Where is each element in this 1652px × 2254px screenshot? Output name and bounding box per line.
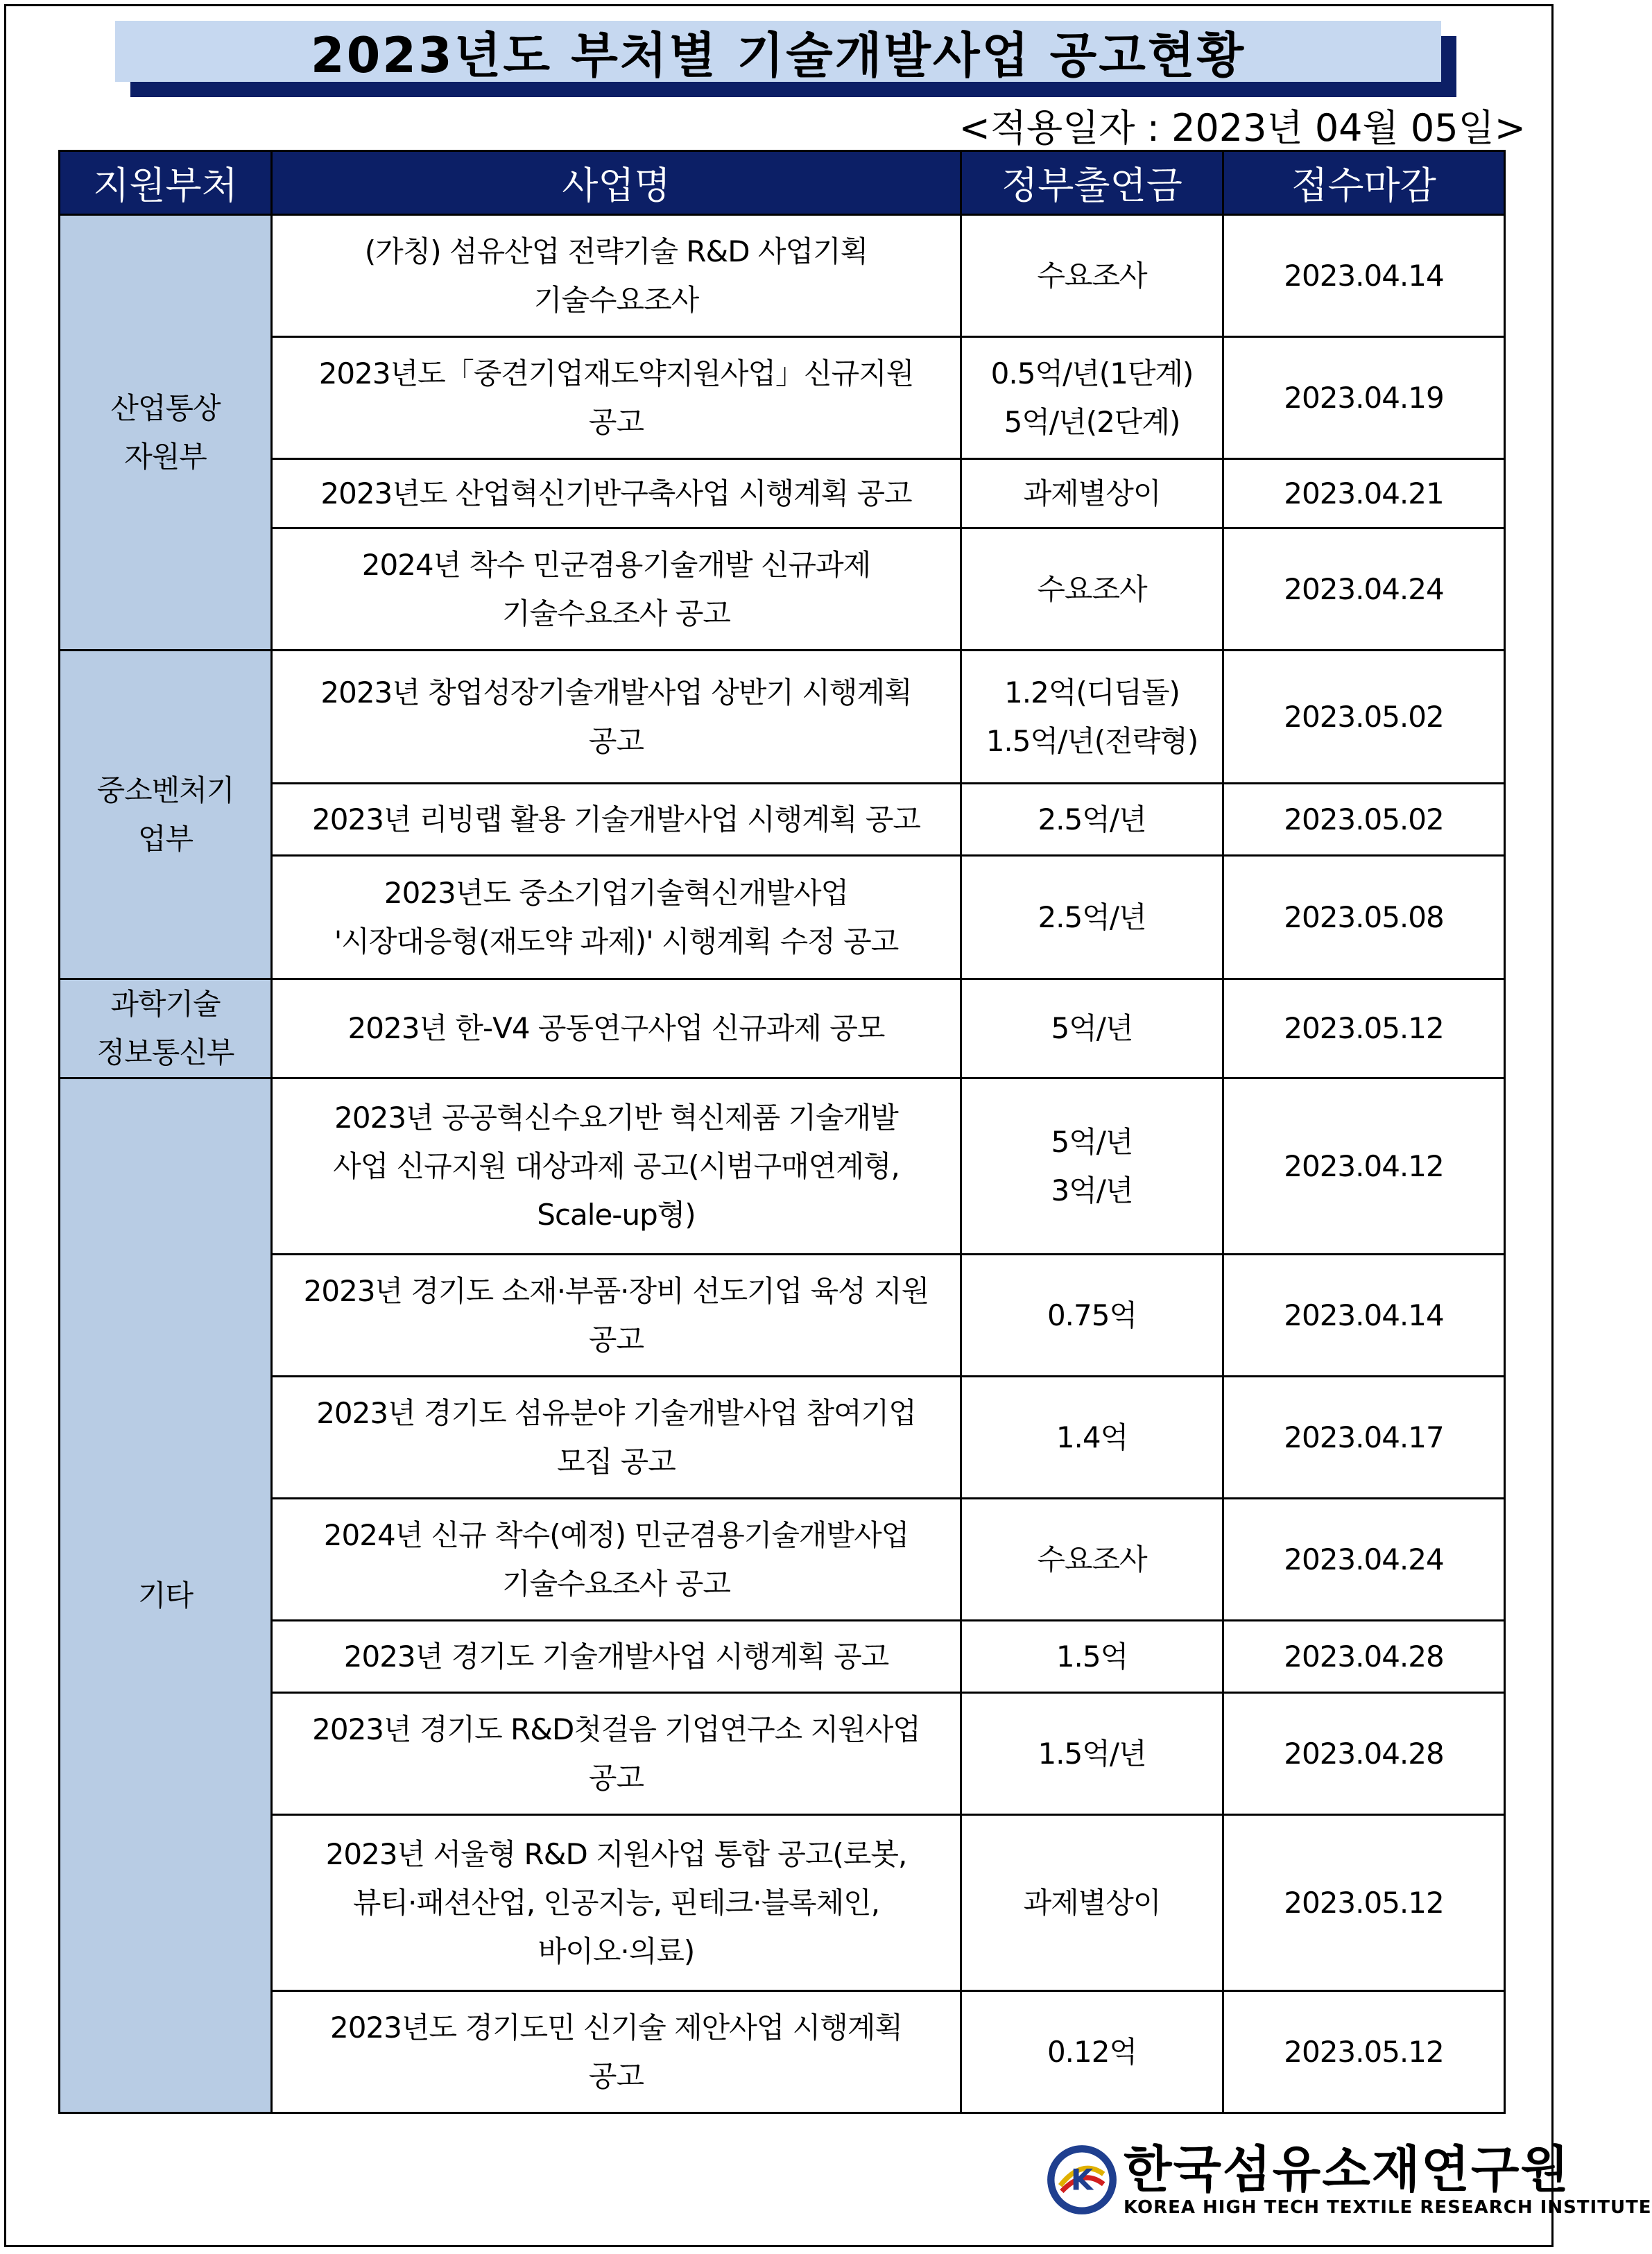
table-row xyxy=(60,1621,1505,1693)
page-title: 2023년도 부처별 기술개발사업 공고현황 xyxy=(115,21,1441,82)
deadline-cell: 2023.04.24 xyxy=(1223,1499,1505,1621)
name-cell: 2023년도「중견기업재도약지원사업」신규지원 공고 xyxy=(272,337,961,459)
fund-cell: 1.4억 xyxy=(961,1377,1223,1499)
table-header-row xyxy=(60,151,1505,215)
table-row xyxy=(60,459,1505,528)
name-cell: 2024년 착수 민군겸용기술개발 신규과제 기술수요조사 공고 xyxy=(272,528,961,651)
announcement-table xyxy=(58,150,1506,2114)
deadline-cell: 2023.04.24 xyxy=(1223,528,1505,651)
name-cell: 2023년도 경기도민 신기술 제안사업 시행계획 공고 xyxy=(272,1991,961,2113)
emblem-letter: K xyxy=(1070,2162,1094,2197)
table-row xyxy=(60,1078,1505,1255)
table-row xyxy=(60,784,1505,856)
deadline-cell: 2023.04.21 xyxy=(1223,459,1505,528)
table-row xyxy=(60,337,1505,459)
fund-cell: 5억/년 xyxy=(961,979,1223,1078)
table-row xyxy=(60,651,1505,784)
table-body xyxy=(60,215,1505,2113)
dept-cell: 중소벤처기 업부 xyxy=(60,651,272,979)
logo-text xyxy=(1124,2142,1652,2218)
fund-cell: 0.12억 xyxy=(961,1991,1223,2113)
name-cell: 2023년 창업성장기술개발사업 상반기 시행계획 공고 xyxy=(272,651,961,784)
table-row xyxy=(60,528,1505,651)
fund-cell: 0.75억 xyxy=(961,1255,1223,1377)
fund-cell: 1.2억(디딤돌) 1.5억/년(전략형) xyxy=(961,651,1223,784)
deadline-cell: 2023.04.12 xyxy=(1223,1078,1505,1255)
deadline-cell: 2023.04.28 xyxy=(1223,1621,1505,1693)
deadline-cell: 2023.04.14 xyxy=(1223,215,1505,337)
deadline-cell: 2023.05.12 xyxy=(1223,979,1505,1078)
name-cell: 2023년도 중소기업기술혁신개발사업 '시장대응형(재도약 과제)' 시행계획 수정 공고 xyxy=(272,856,961,979)
table-row xyxy=(60,979,1505,1078)
name-cell: 2023년 서울형 R&D 지원사업 통합 공고(로봇, 뷰티·패션산업, 인공지능, 핀테크·블록체인, 바이오·의료) xyxy=(272,1815,961,1991)
name-cell: 2023년 경기도 소재·부품·장비 선도기업 육성 지원 공고 xyxy=(272,1255,961,1377)
fund-cell: 2.5억/년 xyxy=(961,856,1223,979)
table-row xyxy=(60,856,1505,979)
table-row xyxy=(60,1255,1505,1377)
column-header-name: 사업명 xyxy=(272,151,961,215)
fund-cell: 과제별상이 xyxy=(961,1815,1223,1991)
fund-cell: 1.5억/년 xyxy=(961,1693,1223,1815)
column-header-deadline: 접수마감 xyxy=(1223,151,1505,215)
deadline-cell: 2023.05.02 xyxy=(1223,651,1505,784)
deadline-cell: 2023.05.12 xyxy=(1223,1815,1505,1991)
fund-cell: 수요조사 xyxy=(961,215,1223,337)
name-cell: 2023년 공공혁신수요기반 혁신제품 기술개발 사업 신규지원 대상과제 공고(시범구매연계형, Scale-up형) xyxy=(272,1078,961,1255)
deadline-cell: 2023.04.17 xyxy=(1223,1377,1505,1499)
deadline-cell: 2023.05.08 xyxy=(1223,856,1505,979)
deadline-cell: 2023.04.28 xyxy=(1223,1693,1505,1815)
table-row xyxy=(60,1991,1505,2113)
fund-cell: 1.5억 xyxy=(961,1621,1223,1693)
name-cell: 2023년 한-V4 공동연구사업 신규과제 공모 xyxy=(272,979,961,1078)
table-row xyxy=(60,1693,1505,1815)
name-cell: 2023년도 산업혁신기반구축사업 시행계획 공고 xyxy=(272,459,961,528)
fund-cell: 0.5억/년(1단계) 5억/년(2단계) xyxy=(961,337,1223,459)
column-header-fund: 정부출연금 xyxy=(961,151,1223,215)
dept-cell: 과학기술 정보통신부 xyxy=(60,979,272,1078)
name-cell: (가칭) 섬유산업 전략기술 R&D 사업기획 기술수요조사 xyxy=(272,215,961,337)
effective-date: <적용일자 : 2023년 04월 05일> xyxy=(958,106,1526,150)
dept-cell: 산업통상 자원부 xyxy=(60,215,272,651)
institute-emblem-icon xyxy=(1046,2144,1118,2216)
table-row xyxy=(60,1815,1505,1991)
name-cell: 2023년 경기도 섬유분야 기술개발사업 참여기업 모집 공고 xyxy=(272,1377,961,1499)
table-row xyxy=(60,215,1505,337)
logo-english-name: KOREA HIGH TECH TEXTILE RESEARCH INSTITUTE xyxy=(1124,2197,1652,2218)
name-cell: 2023년 경기도 기술개발사업 시행계획 공고 xyxy=(272,1621,961,1693)
deadline-cell: 2023.04.19 xyxy=(1223,337,1505,459)
fund-cell: 2.5억/년 xyxy=(961,784,1223,856)
fund-cell: 과제별상이 xyxy=(961,459,1223,528)
logo-korean-name: 한국섬유소재연구원 xyxy=(1124,2140,1570,2199)
deadline-cell: 2023.05.02 xyxy=(1223,784,1505,856)
name-cell: 2023년 리빙랩 활용 기술개발사업 시행계획 공고 xyxy=(272,784,961,856)
deadline-cell: 2023.04.14 xyxy=(1223,1255,1505,1377)
fund-cell: 수요조사 xyxy=(961,528,1223,651)
dept-cell: 기타 xyxy=(60,1078,272,2113)
name-cell: 2024년 신규 착수(예정) 민군겸용기술개발사업 기술수요조사 공고 xyxy=(272,1499,961,1621)
fund-cell: 5억/년 3억/년 xyxy=(961,1078,1223,1255)
column-header-dept: 지원부처 xyxy=(60,151,272,215)
deadline-cell: 2023.05.12 xyxy=(1223,1991,1505,2113)
fund-cell: 수요조사 xyxy=(961,1499,1223,1621)
name-cell: 2023년 경기도 R&D첫걸음 기업연구소 지원사업 공고 xyxy=(272,1693,961,1815)
table-row xyxy=(60,1499,1505,1621)
table-row xyxy=(60,1377,1505,1499)
institute-logo xyxy=(1046,2142,1652,2218)
